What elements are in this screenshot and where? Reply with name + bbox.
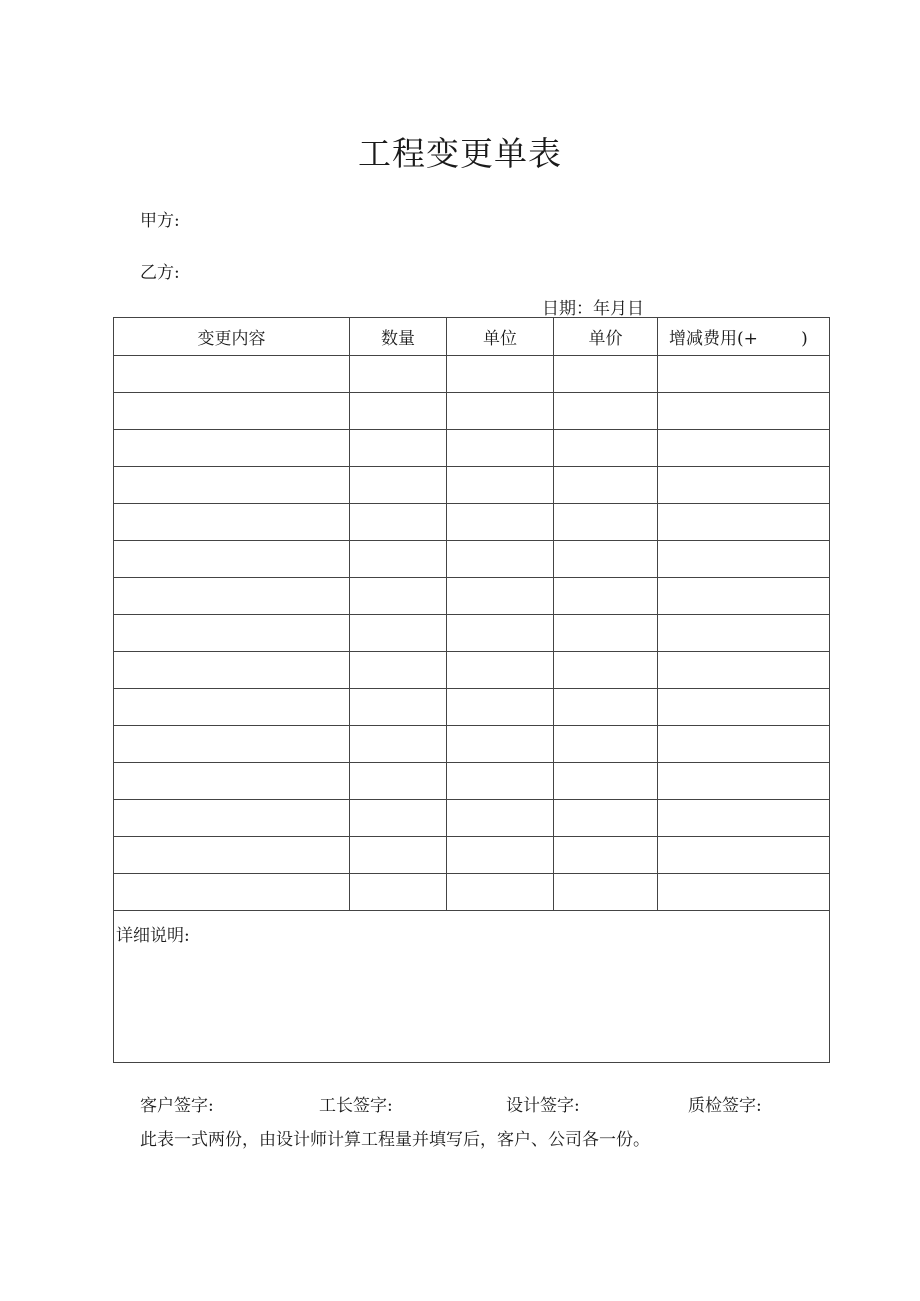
cell-change-content[interactable] [114, 800, 350, 837]
table-row [114, 504, 830, 541]
cell-unit-price[interactable] [554, 652, 658, 689]
cell-change-content[interactable] [114, 430, 350, 467]
cell-fee-change[interactable] [658, 763, 830, 800]
cell-quantity[interactable] [350, 578, 447, 615]
notes-cell[interactable] [114, 911, 830, 1063]
table-row [114, 393, 830, 430]
cell-unit[interactable] [447, 615, 554, 652]
cell-fee-change[interactable] [658, 689, 830, 726]
cell-change-content[interactable] [114, 356, 350, 393]
cell-change-content[interactable] [114, 837, 350, 874]
cell-change-content[interactable] [114, 467, 350, 504]
cell-fee-change[interactable] [658, 467, 830, 504]
cell-unit-price[interactable] [554, 800, 658, 837]
cell-fee-change[interactable] [658, 541, 830, 578]
header-change-content: 变更内容 [114, 318, 350, 356]
notes-row [114, 911, 830, 1063]
cell-unit-price[interactable] [554, 504, 658, 541]
table-row [114, 467, 830, 504]
date-label: 日期：年月日 [542, 299, 644, 319]
cell-quantity[interactable] [350, 430, 447, 467]
cell-unit-price[interactable] [554, 541, 658, 578]
cell-change-content[interactable] [114, 874, 350, 911]
footnote: 此表一式两份，由设计师计算工程量并填写后，客户、公司各一份。 [140, 1130, 650, 1150]
cell-fee-change[interactable] [658, 726, 830, 763]
table-row [114, 689, 830, 726]
cell-unit-price[interactable] [554, 467, 658, 504]
cell-unit-price[interactable] [554, 578, 658, 615]
cell-unit[interactable] [447, 541, 554, 578]
table-row [114, 726, 830, 763]
table-header-row [114, 318, 830, 356]
cell-unit-price[interactable] [554, 726, 658, 763]
cell-change-content[interactable] [114, 504, 350, 541]
cell-unit[interactable] [447, 356, 554, 393]
table-row [114, 800, 830, 837]
cell-quantity[interactable] [350, 800, 447, 837]
cell-change-content[interactable] [114, 615, 350, 652]
cell-quantity[interactable] [350, 837, 447, 874]
cell-unit-price[interactable] [554, 837, 658, 874]
cell-fee-change[interactable] [658, 393, 830, 430]
notes-label: 详细说明: [116, 926, 190, 946]
cell-fee-change[interactable] [658, 874, 830, 911]
change-order-table [113, 317, 830, 1063]
cell-unit-price[interactable] [554, 430, 658, 467]
cell-fee-change[interactable] [658, 837, 830, 874]
cell-quantity[interactable] [350, 763, 447, 800]
cell-unit-price[interactable] [554, 356, 658, 393]
cell-quantity[interactable] [350, 652, 447, 689]
cell-change-content[interactable] [114, 652, 350, 689]
cell-unit-price[interactable] [554, 874, 658, 911]
cell-unit[interactable] [447, 504, 554, 541]
cell-fee-change[interactable] [658, 652, 830, 689]
cell-unit-price[interactable] [554, 393, 658, 430]
cell-unit[interactable] [447, 763, 554, 800]
table-row [114, 541, 830, 578]
cell-quantity[interactable] [350, 393, 447, 430]
table-row [114, 430, 830, 467]
table-row [114, 652, 830, 689]
cell-fee-change[interactable] [658, 504, 830, 541]
party-b-label: 乙方: [140, 263, 180, 283]
qc-signature-label: 质检签字: [688, 1096, 762, 1116]
cell-unit[interactable] [447, 726, 554, 763]
foreman-signature-label: 工长签字: [319, 1096, 393, 1116]
header-unit-price: 单价 [554, 318, 658, 356]
cell-quantity[interactable] [350, 356, 447, 393]
cell-unit[interactable] [447, 874, 554, 911]
table-row [114, 615, 830, 652]
cell-fee-change[interactable] [658, 615, 830, 652]
cell-fee-change[interactable] [658, 578, 830, 615]
cell-quantity[interactable] [350, 874, 447, 911]
cell-unit[interactable] [447, 467, 554, 504]
cell-unit-price[interactable] [554, 763, 658, 800]
table-row [114, 578, 830, 615]
header-unit: 单位 [447, 318, 554, 356]
cell-fee-change[interactable] [658, 430, 830, 467]
cell-unit[interactable] [447, 689, 554, 726]
customer-signature-label: 客户签字: [140, 1096, 214, 1116]
signature-line [0, 1091, 920, 1115]
cell-fee-change[interactable] [658, 356, 830, 393]
cell-change-content[interactable] [114, 689, 350, 726]
cell-unit[interactable] [447, 800, 554, 837]
cell-unit[interactable] [447, 578, 554, 615]
cell-quantity[interactable] [350, 467, 447, 504]
cell-quantity[interactable] [350, 541, 447, 578]
cell-change-content[interactable] [114, 541, 350, 578]
header-fee-change: 增减费用(+ ) [658, 318, 830, 356]
cell-unit[interactable] [447, 652, 554, 689]
cell-change-content[interactable] [114, 393, 350, 430]
table-row [114, 763, 830, 800]
table-row [114, 837, 830, 874]
table-row [114, 356, 830, 393]
table-row [114, 874, 830, 911]
change-order-table-body [114, 318, 830, 1063]
cell-quantity[interactable] [350, 504, 447, 541]
page-title: 工程变更单表 [358, 134, 562, 173]
cell-quantity[interactable] [350, 689, 447, 726]
cell-unit[interactable] [447, 393, 554, 430]
cell-unit[interactable] [447, 837, 554, 874]
cell-quantity[interactable] [350, 726, 447, 763]
party-a-label: 甲方: [140, 211, 180, 231]
cell-unit-price[interactable] [554, 689, 658, 726]
cell-unit[interactable] [447, 430, 554, 467]
cell-change-content[interactable] [114, 726, 350, 763]
header-quantity: 数量 [350, 318, 447, 356]
cell-unit-price[interactable] [554, 615, 658, 652]
cell-fee-change[interactable] [658, 800, 830, 837]
cell-change-content[interactable] [114, 578, 350, 615]
cell-change-content[interactable] [114, 763, 350, 800]
cell-quantity[interactable] [350, 615, 447, 652]
designer-signature-label: 设计签字: [506, 1096, 580, 1116]
